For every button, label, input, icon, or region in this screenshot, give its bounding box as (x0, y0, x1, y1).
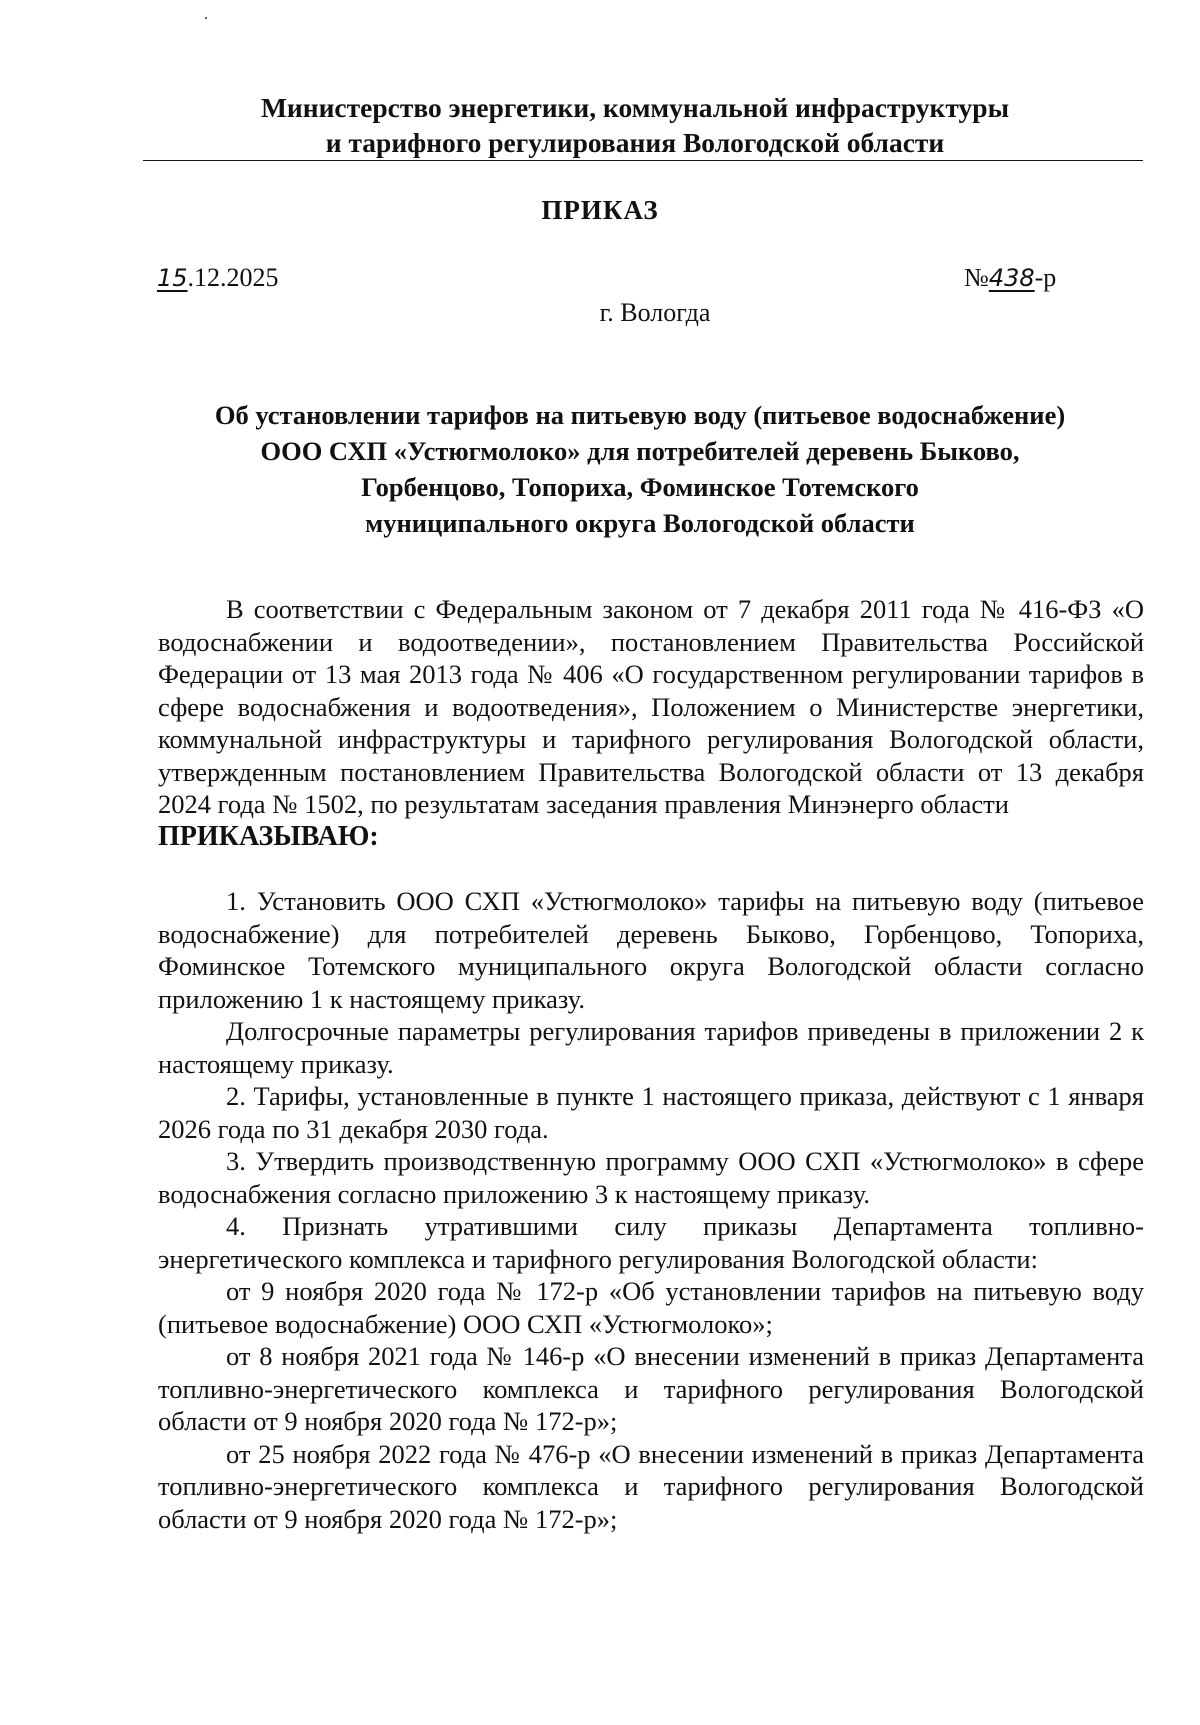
order-subject (140, 397, 1140, 541)
item-paragraph: от 8 ноября 2021 года № 146-р «О внесении изменений в приказ Департамента топливно-энергетического комплекса и тарифного регулирования Вологодской области от 9 ноября 2020 года № 172-р»; (158, 1341, 1144, 1436)
subject-line-2: ООО СХП «Устюгмолоко» для потребителей деревень Быково, (260, 436, 1020, 466)
date-rest: .12.2025 (187, 263, 279, 292)
scan-speck (205, 17, 207, 19)
item-paragraph: от 9 ноября 2020 года № 172-р «Об установлении тарифов на питьевую воду (питьевое водоснабжение) ООО СХП «Устюгмолоко»; (158, 1276, 1144, 1339)
order-body (158, 593, 1144, 1535)
item-paragraph: 4. Признать утратившими силу приказы Департамента топливно-энергетического комплекса и тарифного регулирования Вологодской области: (158, 1211, 1144, 1274)
order-number (964, 263, 1056, 293)
number-suffix: -р (1034, 263, 1057, 292)
item-paragraph: 3. Утвердить производственную программу ООО СХП «Устюгмолоко» в сфере водоснабжения согласно приложению 3 к настоящему приказу. (158, 1146, 1144, 1209)
item-paragraph: от 25 ноября 2022 года № 476-р «О внесении изменений в приказ Департамента топливно-энергетического комплекса и тарифного регулирования Вологодской области от 9 ноября 2020 года № 172-р»; (158, 1438, 1144, 1534)
subject-line-1: Об установлении тарифов на питьевую воду (питьевое водоснабжение) (214, 400, 1066, 430)
number-value-handwritten: 438 (988, 264, 1035, 292)
header-divider (143, 160, 1143, 161)
date-day-handwritten: 15 (157, 264, 188, 292)
item-paragraph: Долгосрочные параметры регулирования тарифов приведены в приложении 2 к настоящему приказу. (158, 1016, 1144, 1079)
item-paragraph: 2. Тарифы, установленные в пункте 1 настоящего приказа, действуют с 1 января 2026 года по 31 декабря 2030 года. (158, 1081, 1144, 1144)
order-city: г. Вологда (599, 298, 711, 327)
ministry-header (140, 90, 1130, 160)
order-title: ПРИКАЗ (541, 195, 659, 225)
ministry-line-2: и тарифного регулирования Вологодской области (325, 127, 945, 158)
order-date (157, 263, 279, 293)
ministry-line-1: Министерство энергетики, коммунальной инфраструктуры (260, 92, 1010, 123)
preamble-paragraph: В соответствии с Федеральным законом от 7 декабря 2011 года № 416-ФЗ «О водоснабжении и водоотведении», постановлением Правительства Российской Федерации от 13 мая 2013 года № 406 «О государственном регулировании тарифов в сфере водоснабжения и водоотведения», Положением о Министерстве энергетики, коммунальной инфраструктуры и тарифного регулирования Вологодской области, утвержденным постановлением Правительства Вологодской области от 13 декабря 2024 года № 1502, по результатам заседания правления Минэнерго области (158, 594, 1144, 819)
subject-line-4: муниципального округа Вологодской области (365, 508, 915, 538)
subject-line-3: Горбенцово, Топориха, Фоминское Тотемского (361, 472, 919, 502)
item-paragraph: 1. Установить ООО СХП «Устюгмолоко» тарифы на питьевую воду (питьевое водоснабжение) для потребителей деревень Быково, Горбенцово, Топориха, Фоминское Тотемского муниципального округа Вологодской области согласно приложению 1 к настоящему приказу. (158, 886, 1144, 1014)
directive-word: ПРИКАЗЫВАЮ: (158, 820, 379, 852)
number-prefix: № (964, 263, 989, 292)
